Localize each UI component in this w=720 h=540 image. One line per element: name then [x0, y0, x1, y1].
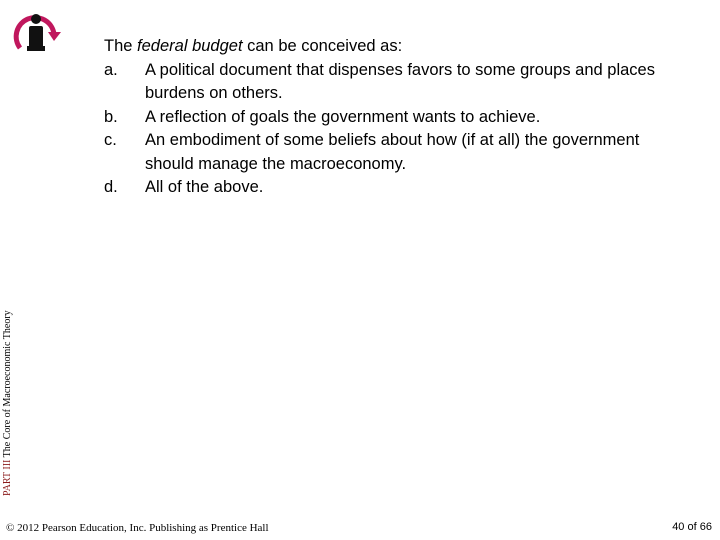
page-of: of	[687, 521, 697, 533]
option-letter: c.	[104, 131, 117, 149]
copyright-notice: © 2012 Pearson Education, Inc. Publishing as Prentice Hall	[6, 522, 269, 534]
option-letter: a.	[104, 60, 118, 79]
option-b	[104, 106, 664, 130]
part-number: PART III	[2, 459, 13, 496]
option-text: All of the above.	[145, 178, 264, 196]
part-title: The Core of Macroeconomic Theory	[2, 310, 13, 458]
question-block	[104, 35, 664, 200]
part-sidebar-label	[2, 310, 13, 496]
page-current: 40	[672, 521, 685, 533]
option-letter: d.	[104, 178, 118, 196]
option-a	[104, 59, 664, 106]
page-total: 66	[699, 521, 712, 533]
option-text: An embodiment of some beliefs about how (if at all) the government should manage the macroeconomy.	[145, 131, 640, 173]
question-term: federal budget	[137, 37, 243, 55]
option-text: A political document that dispenses favors to some groups and places burdens on others.	[145, 60, 655, 102]
option-c	[104, 129, 664, 176]
info-person-icon	[6, 8, 66, 58]
option-text: A reflection of goals the government wants to achieve.	[145, 107, 541, 126]
page-number	[672, 521, 712, 533]
option-d	[104, 176, 664, 200]
question-title: The federal budget can be conceived as:	[104, 37, 403, 55]
option-letter: b.	[104, 107, 118, 126]
